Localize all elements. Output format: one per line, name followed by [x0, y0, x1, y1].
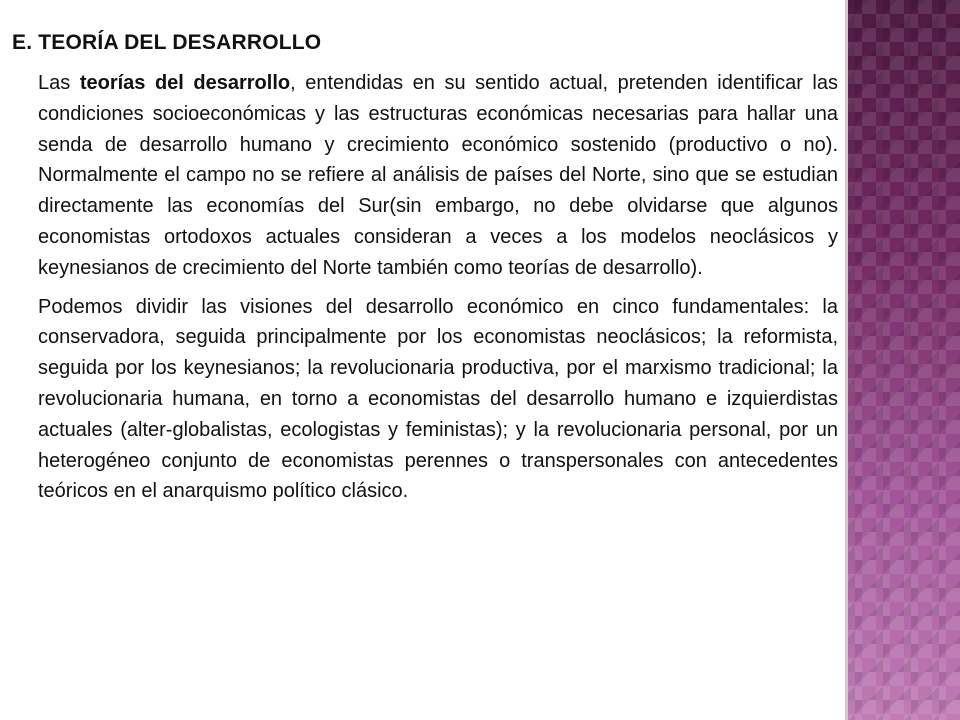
paragraph-bold-term: teorías del desarrollo: [79, 72, 291, 94]
paragraph-body: , entendidas en su sentido actual, pretenden identificar las condiciones socioeconómicas y las estructuras económicas necesarias para hallar una senda de desarrollo humano y crecimiento económico sostenido (productivo o no). Normalmente el campo no se refiere al análisis de países del Norte, sino que se estudian directamente las economías del Sur(sin embargo, no debe olvidarse que algunos economistas ortodoxos actuales consideran a veces a los modelos neoclásicos y keynesianos de crecimiento del Norte también como teorías de desarrollo).: [38, 72, 838, 279]
decorative-side-panel: [848, 0, 960, 720]
paragraph-visions: Podemos dividir las visiones del desarrollo económico en cinco fundamentales: la conservadora, seguida principalmente por los economistas neoclásicos; la reformista, seguida por los keynesianos; la revolucionaria productiva, por el marxismo tradicional; la revolucionaria humana, en torno a economistas del desarrollo humano e izquierdistas actuales (alter-globalistas, ecologistas y feministas); y la revolucionaria personal, por un heterogéneo conjunto de economistas perennes o transpersonales con antecedentes teóricos en el anarquismo político clásico.: [38, 295, 838, 503]
paragraph-lead: Las: [38, 72, 80, 94]
paragraph-theories: [38, 68, 838, 284]
section-heading: E. TEORÍA DEL DESARROLLO: [12, 31, 322, 54]
slide-content: [12, 30, 838, 507]
